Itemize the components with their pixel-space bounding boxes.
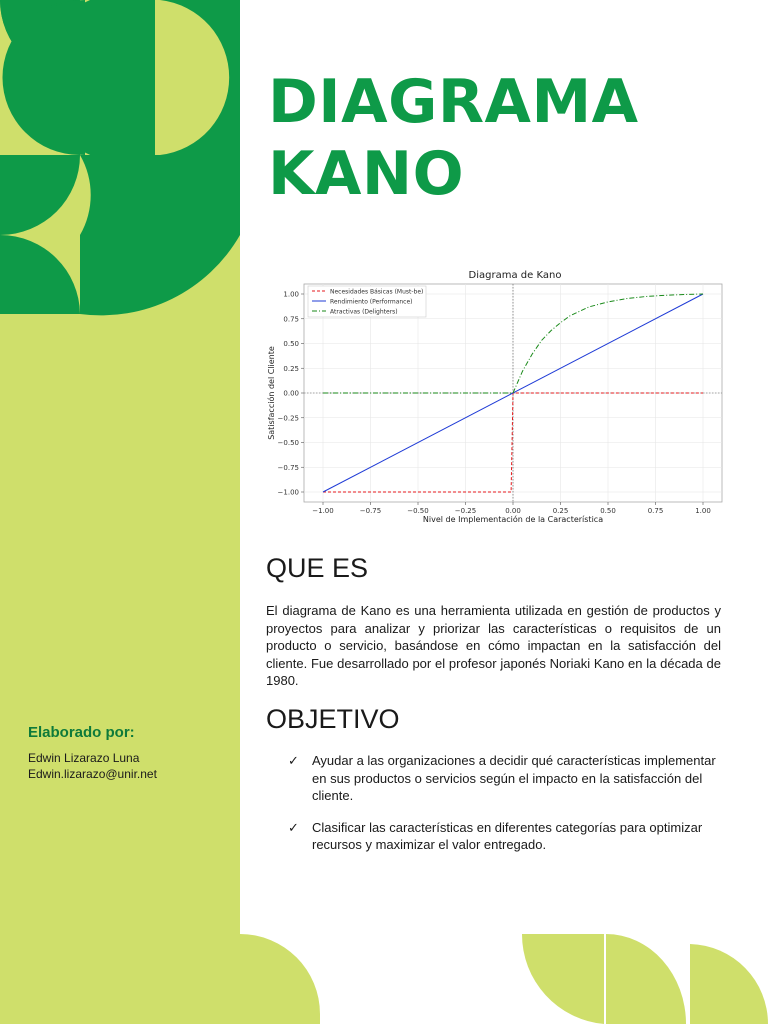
bottom-quarter-mid-right bbox=[606, 934, 686, 1024]
x-tick-label: 0.00 bbox=[505, 507, 521, 515]
x-tick-label: 0.50 bbox=[600, 507, 616, 515]
top-left-decoration bbox=[0, 0, 240, 320]
y-tick-label: 1.00 bbox=[283, 290, 299, 299]
title-line-1: DIAGRAMA bbox=[268, 67, 639, 137]
y-tick-label: −1.00 bbox=[277, 488, 299, 497]
y-axis-label: Satisfacción del Cliente bbox=[267, 346, 276, 440]
section-heading-que-es: QUE ES bbox=[266, 553, 369, 583]
chart-title: Diagrama de Kano bbox=[468, 270, 562, 281]
author-email: Edwin.lizarazo@unir.net bbox=[28, 767, 157, 781]
x-tick-label: −1.00 bbox=[312, 507, 334, 515]
list-item-text: Clasificar las características en diferentes categorías para optimizar recursos y maximizar el valor entregado. bbox=[312, 819, 703, 852]
page-title bbox=[268, 66, 639, 210]
checkmark-icon: ✓ bbox=[288, 819, 299, 835]
x-axis-label: Nivel de Implementación de la Característica bbox=[422, 515, 604, 524]
x-tick-label: 0.25 bbox=[552, 507, 569, 515]
bottom-quarter-mid bbox=[522, 934, 604, 1024]
list-item bbox=[288, 752, 728, 805]
y-tick-label: −0.50 bbox=[277, 439, 299, 447]
checkmark-icon: ✓ bbox=[288, 753, 299, 768]
y-tick-label: 0.50 bbox=[283, 340, 299, 348]
x-tick-label: 0.75 bbox=[647, 507, 664, 515]
chart-legend bbox=[308, 286, 426, 317]
author-label: Elaborado por: bbox=[28, 724, 135, 741]
title-line-2: KANO bbox=[268, 139, 465, 209]
list-item-text: Ayudar a las organizaciones a decidir qué características implementar en sus productos o servicios según el impacto en la satisfacción del cliente. bbox=[312, 753, 716, 803]
bottom-quarter-left bbox=[240, 934, 320, 1024]
x-tick-label: −0.25 bbox=[454, 507, 477, 515]
y-tick-label: 0.25 bbox=[283, 364, 299, 373]
y-tick-label: 0.75 bbox=[283, 315, 299, 324]
x-tick-label: 1.00 bbox=[695, 507, 711, 515]
y-tick-label: 0.00 bbox=[283, 389, 299, 398]
bottom-quarter-right bbox=[690, 944, 768, 1024]
legend-label-delighters: Atractivas (Delighters) bbox=[330, 308, 398, 316]
objetivo-list bbox=[288, 752, 728, 868]
kano-chart bbox=[262, 264, 724, 528]
x-tick-label: −0.75 bbox=[359, 507, 382, 515]
que-es-paragraph: El diagrama de Kano es una herramienta utilizada en gestión de productos y proyectos para analizar y priorizar las características o requisitos de un producto o servicio, basándose en cómo impactan en la satisfacción del cliente. Fue desarrollado por el profesor japonés Noriaki Kano en la década de 1980. bbox=[266, 603, 721, 688]
legend-label-performance: Rendimiento (Performance) bbox=[330, 298, 413, 306]
legend-label-mustbe: Necesidades Básicas (Must-be) bbox=[330, 288, 424, 296]
list-item bbox=[288, 819, 728, 854]
x-tick-label: −0.50 bbox=[407, 507, 429, 515]
y-tick-label: −0.75 bbox=[277, 463, 299, 472]
section-heading-objetivo: OBJETIVO bbox=[266, 704, 400, 734]
author-name: Edwin Lizarazo Luna bbox=[28, 751, 140, 765]
y-tick-label: −0.25 bbox=[277, 414, 299, 423]
